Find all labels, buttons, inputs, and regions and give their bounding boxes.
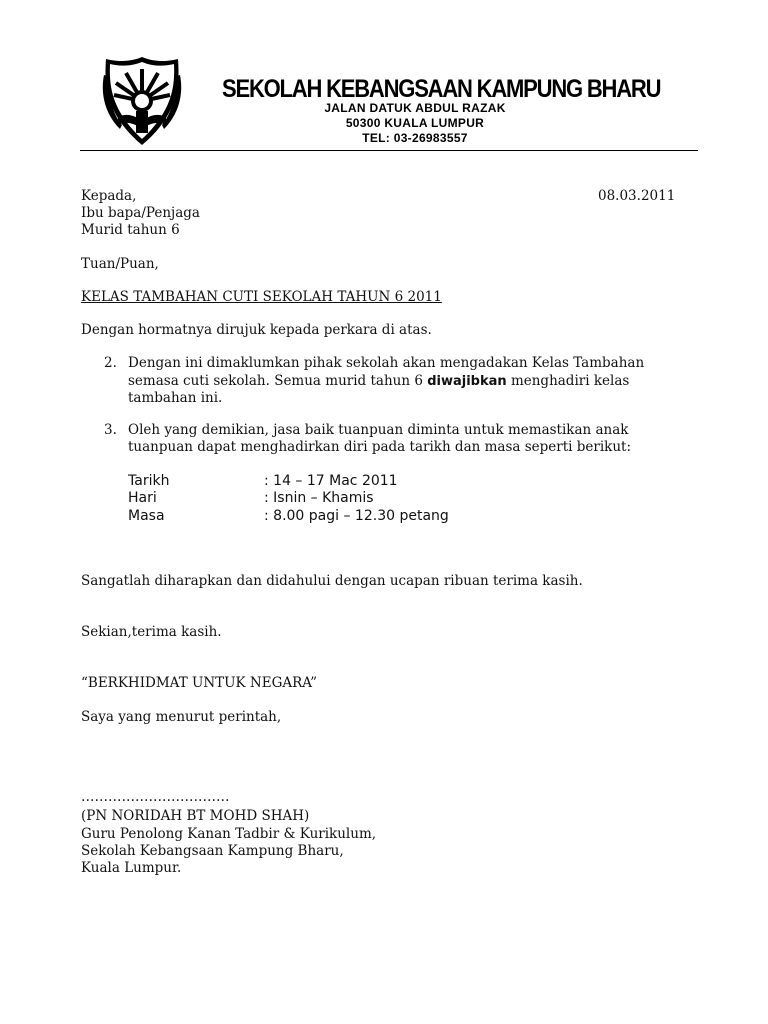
- opening-line: Dengan hormatnya dirujuk kepada perkara di atas.: [81, 322, 432, 338]
- schedule-value-time: : 8.00 pagi – 12.30 petang: [264, 508, 449, 524]
- para2-line2-end: menghadiri kelas: [510, 373, 630, 389]
- para3-number: 3.: [104, 422, 117, 438]
- closing-thanks: Sangatlah diharapkan dan didahului dengan ucapan ribuan terima kasih.: [81, 573, 583, 589]
- para3-line1: Oleh yang demikian, jasa baik tuanpuan diminta untuk memastikan anak: [128, 422, 629, 438]
- recipient-to: Kepada,: [81, 188, 137, 204]
- signatory-school: Sekolah Kebangsaan Kampung Bharu,: [81, 843, 344, 859]
- schedule-value-day: : Isnin – Khamis: [264, 490, 374, 506]
- signature-line: ……………………………: [81, 789, 230, 805]
- para3-line2: tuanpuan dapat menghadirkan diri pada tarikh dan masa seperti berikut:: [128, 439, 632, 455]
- para2-line3: tambahan ini.: [128, 390, 223, 406]
- recipient-line1: Ibu bapa/Penjaga: [81, 205, 200, 221]
- motto: “BERKHIDMAT UNTUK NEGARA”: [81, 675, 317, 691]
- schedule-value-date: : 14 – 17 Mac 2011: [264, 473, 398, 489]
- school-crest-icon: [100, 55, 184, 147]
- sign-off: Saya yang menurut perintah,: [81, 709, 282, 725]
- letter-date: 08.03.2011: [598, 188, 676, 204]
- signatory-city: Kuala Lumpur.: [81, 860, 182, 876]
- school-phone: TEL: 03-26983557: [362, 131, 468, 145]
- para2-line2: [128, 373, 629, 390]
- para2-line2-start: semasa cuti sekolah. Semua murid tahun 6: [128, 373, 423, 389]
- schedule-label-day: Hari: [128, 490, 157, 506]
- school-address-city: 50300 KUALA LUMPUR: [345, 116, 485, 130]
- school-address-street: JALAN DATUK ABDUL RAZAK: [324, 101, 506, 115]
- signatory-title: Guru Penolong Kanan Tadbir & Kurikulum,: [81, 826, 377, 842]
- signatory-name: (PN NORIDAH BT MOHD SHAH): [81, 808, 310, 824]
- para2-line1: Dengan ini dimaklumkan pihak sekolah akan mengadakan Kelas Tambahan: [128, 355, 645, 371]
- schedule-label-date: Tarikh: [128, 473, 170, 489]
- para2-number: 2.: [104, 355, 117, 371]
- school-name: SEKOLAH KEBANGSAAN KAMPUNG BHARU: [222, 74, 661, 103]
- letterhead-divider: [80, 150, 698, 151]
- closing-sekian: Sekian,terima kasih.: [81, 624, 222, 640]
- salutation: Tuan/Puan,: [81, 256, 159, 272]
- letter-subject: KELAS TAMBAHAN CUTI SEKOLAH TAHUN 6 2011: [81, 289, 442, 305]
- schedule-label-time: Masa: [128, 508, 165, 524]
- recipient-line2: Murid tahun 6: [81, 222, 180, 238]
- para2-emphasis: diwajibkan: [427, 374, 507, 389]
